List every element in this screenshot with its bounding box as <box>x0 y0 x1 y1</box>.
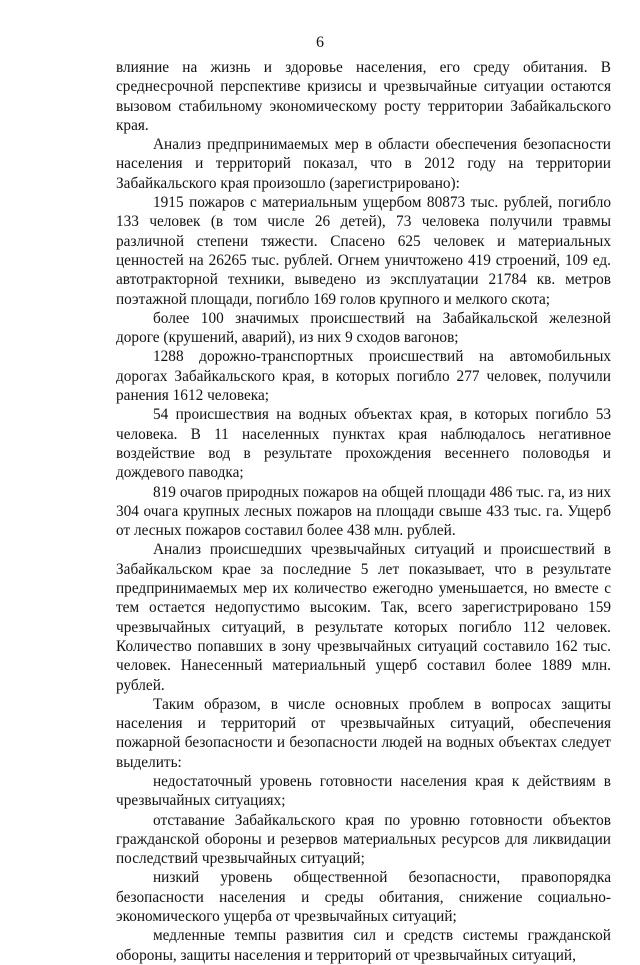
paragraph-problem-civil-defense: отставание Забайкальского края по уровню готовности объектов гражданской обороны и резервов материальных ресурсов для ликвидации последствий чрезвычайных ситуаций; <box>116 811 611 868</box>
paragraph-fires: 1915 пожаров с материальным ущербом 80873 тыс. рублей, погибло 133 человек (в том числе 26 детей), 73 человека получили травмы различной степени тяжести. Спасено 625 человек и материальных ценностей на 26265 тыс. рублей. Огнем уничтожено 419 строений, 109 ед. автотракторной техники, выведено из эксплуатации 21784 кв. метров поэтажной площади, погибло 169 голов крупного и мелкого скота; <box>116 194 611 308</box>
paragraph-five-year-analysis: Анализ происшедших чрезвычайных ситуаций и происшествий в Забайкальском крае за последние 5 лет показывает, что в результате предпринимаемых мер их количество ежегодно уменьшается, но вместе с тем остается недопустимо высоким. Так, всего зарегистрировано 159 чрезвычайных ситуаций, в результате которых погибло 112 человек. Количество попавших в зону чрезвычайных ситуаций составило 162 тыс. человек. Нанесенный материальный ущерб составил более 1889 млн. рублей. <box>116 541 611 694</box>
page-number: 6 <box>316 34 324 51</box>
paragraph-water-incidents: 54 происшествия на водных объектах края, в которых погибло 53 человека. В 11 населенных пунктах края наблюдалось негативное воздействие вод в результате прохождения весеннего половодья и дождевого паводка; <box>116 406 611 482</box>
paragraph-problem-public-safety: низкий уровень общественной безопасности, правопорядка безопасности населения и среды обитания, снижение социально-экономического ущерба от чрезвычайных ситуаций; <box>116 869 611 926</box>
paragraph-railway: более 100 значимых происшествий на Забайкальской железной дороге (крушений, аварий), из них 9 сходов вагонов; <box>116 309 611 347</box>
paragraph-problem-readiness: недостаточный уровень готовности населения края к действиям в чрезвычайных ситуациях; <box>116 772 611 810</box>
body-text <box>116 58 611 965</box>
paragraph-main-problems: Таким образом, в числе основных проблем в вопросах защиты населения и территорий от чрезвычайных ситуаций, обеспечения пожарной безопасности и безопасности людей на водных объектах следует выделить: <box>116 695 611 771</box>
paragraph-analysis-2012: Анализ предпринимаемых мер в области обеспечения безопасности населения и территорий показал, что в 2012 году на территории Забайкальского края произошло (зарегистрировано): <box>116 136 611 192</box>
paragraph-wildfires: 819 очагов природных пожаров на общей площади 486 тыс. га, из них 304 очага крупных лесных пожаров на площади свыше 433 тыс. га. Ущерб от лесных пожаров составил более 438 млн. рублей. <box>116 483 611 540</box>
paragraph-road-accidents: 1288 дорожно-транспортных происшествий на автомобильных дорогах Забайкальского края, в которых погибло 277 человек, получили ранения 1612 человека; <box>116 348 611 405</box>
paragraph-problem-slow-development: медленные темпы развития сил и средств системы гражданской обороны, защиты населения и территорий от чрезвычайных ситуаций, <box>116 927 611 964</box>
paragraph-continuation: влияние на жизнь и здоровье населения, его среду обитания. В среднесрочной перспективе кризисы и чрезвычайные ситуации остаются вызовом стабильному экономическому росту территории Забайкальского края. <box>116 59 611 134</box>
